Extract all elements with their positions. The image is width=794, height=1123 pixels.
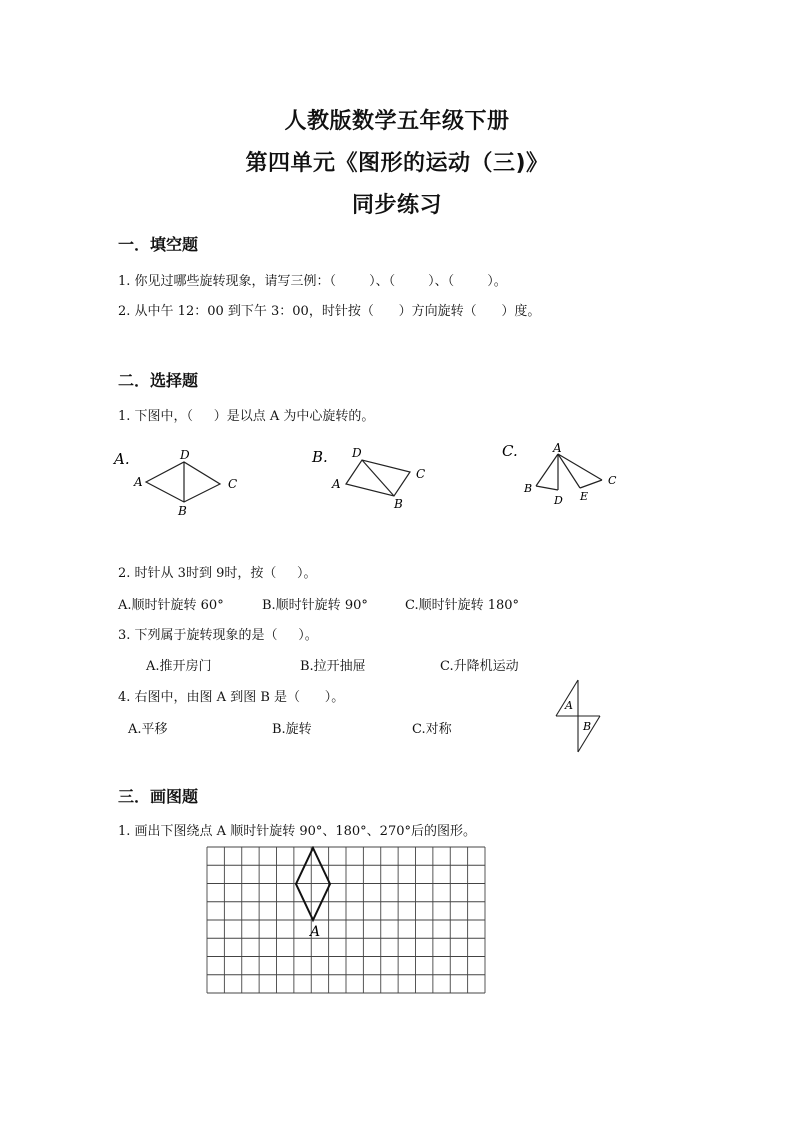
svg-text:E: E: [580, 490, 589, 503]
section-choice-title: 二．选择题: [118, 371, 199, 390]
doc-title-line2: 第四单元《图形的运动（三)》: [245, 151, 549, 176]
q3-option-b: B.拉开抽屉: [300, 659, 366, 674]
q3-option-a: A.推开房门: [146, 659, 212, 674]
svg-text:D: D: [352, 446, 362, 460]
svg-text:D: D: [554, 494, 563, 507]
figure-a-option-label: A.: [114, 450, 130, 468]
doc-title-line1: 人教版数学五年级下册: [284, 109, 510, 134]
q4-option-a: A.平移: [128, 722, 168, 737]
svg-text:B: B: [524, 482, 533, 495]
svg-text:A: A: [553, 441, 562, 455]
q4-rotation-figure: [548, 676, 608, 756]
svg-text:D: D: [180, 448, 190, 462]
svg-text:B: B: [394, 497, 403, 511]
fill-in-question-2: 2. 从中午 12：00 到下午 3：00，时针按（ ）方向旋转（ ）度。: [118, 304, 541, 319]
section-fill-in-title: 一．填空题: [118, 235, 199, 254]
svg-text:C: C: [608, 474, 617, 487]
choice-question-2: 2. 时针从 3时到 9时，按（ ）。: [118, 566, 317, 581]
figure-b-option-label: B.: [312, 448, 328, 466]
q4-option-c: C.对称: [412, 722, 452, 737]
choice-question-4: 4. 右图中，由图 A 到图 B 是（ ）。: [118, 690, 345, 705]
svg-text:B: B: [178, 504, 187, 518]
choice-question-3: 3. 下列属于旋转现象的是（ ）。: [118, 628, 318, 643]
svg-text:B: B: [583, 720, 592, 733]
doc-title-line3: 同步练习: [351, 193, 442, 218]
fill-in-question-1: 1. 你见过哪些旋转现象，请写三例：（ ）、（ ）、（ ）。: [118, 274, 507, 289]
svg-text:C: C: [228, 477, 238, 491]
svg-text:A: A: [565, 699, 573, 712]
drawing-question-1: 1. 画出下图绕点 A 顺时针旋转 90°、180°、270°后的图形。: [118, 824, 476, 839]
q2-option-c: C.顺时针旋转 180°: [405, 598, 520, 613]
drawing-grid: [206, 846, 486, 994]
q2-option-a: A.顺时针旋转 60°: [118, 598, 224, 613]
q4-option-b: B.旋转: [272, 722, 312, 737]
svg-text:A: A: [332, 477, 341, 491]
section-drawing-title: 三．画图题: [118, 787, 199, 806]
grid-point-a-label: A: [310, 924, 321, 940]
choice-q1-figure-a: [112, 442, 252, 522]
q2-option-b: B.顺时针旋转 90°: [262, 598, 368, 613]
choice-question-1: 1. 下图中，（ ）是以点 A 为中心旋转的。: [118, 409, 375, 424]
q3-option-c: C.升降机运动: [440, 659, 519, 674]
svg-text:C: C: [416, 467, 426, 481]
svg-text:A: A: [134, 475, 143, 489]
figure-c-option-label: C.: [502, 442, 518, 460]
choice-q1-figure-c: [500, 438, 640, 518]
choice-q1-figure-b: [310, 442, 450, 522]
